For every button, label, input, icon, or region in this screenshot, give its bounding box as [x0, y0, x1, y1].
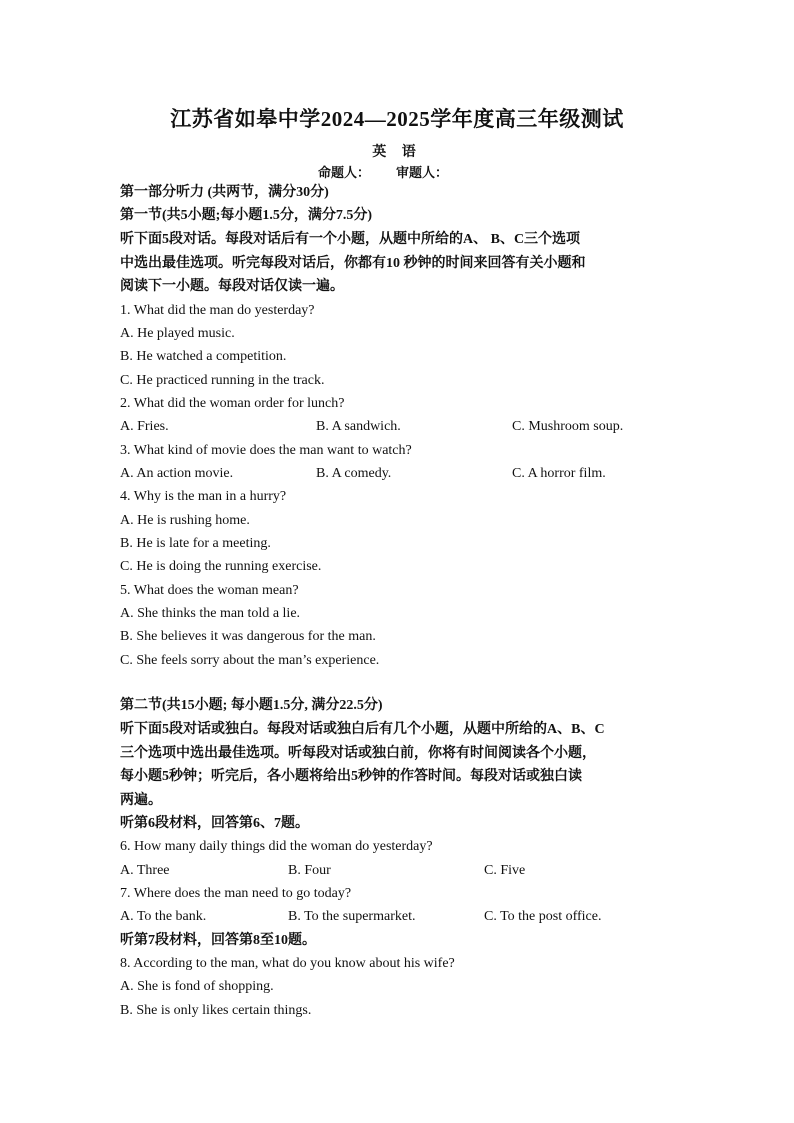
section2-instruction-line: 每小题5秒钟；听完后，各小题将给出5秒钟的作答时间。每段对话或独白读 — [120, 769, 582, 784]
option-b: B. He watched a competition. — [120, 349, 287, 364]
question-2: 2. What did the woman order for lunch? — [120, 396, 345, 411]
option-c: C. Mushroom soup. — [512, 419, 624, 434]
option-c: C. To the post office. — [484, 909, 602, 924]
section2-instruction-line: 听下面5段对话或独白。每段对话或独白后有几个小题，从题中所给的A、B、C — [120, 722, 605, 737]
section2-instruction-line: 三个选项中选出最佳选项。听每段对话或独白前，你将有时间阅读各个小题， — [120, 746, 596, 761]
question-1: 1. What did the man do yesterday? — [120, 303, 315, 318]
option-b: B. A sandwich. — [316, 419, 401, 434]
section1-instruction-line: 中选出最佳选项。听完每段对话后，你都有10 秒钟的时间来回答有关小题和 — [120, 256, 586, 271]
option-c: C. Five — [484, 863, 526, 878]
option-c: C. He practiced running in the track. — [120, 373, 325, 388]
option-b: B. He is late for a meeting. — [120, 536, 271, 551]
section1-heading: 第一节(共5小题;每小题1.5分，满分7.5分) — [120, 208, 372, 223]
option-b: B. A comedy. — [316, 466, 392, 481]
option-b: B. Four — [288, 863, 331, 878]
section1-instruction-line: 阅读下一小题。每段对话仅读一遍。 — [120, 279, 344, 294]
question-8: 8. According to the man, what do you know about his wife? — [120, 956, 455, 971]
option-a: A. She thinks the man told a lie. — [120, 606, 301, 621]
option-c: C. A horror film. — [512, 466, 606, 481]
section2-instruction-line: 两遍。 — [120, 793, 162, 808]
question-4: 4. Why is the man in a hurry? — [120, 489, 287, 504]
option-c: C. She feels sorry about the man’s experience. — [120, 653, 380, 668]
material-6-heading: 听第6段材料，回答第6、7题。 — [120, 816, 309, 831]
question-3: 3. What kind of movie does the man want to watch? — [120, 443, 412, 458]
option-a: A. To the bank. — [120, 909, 207, 924]
question-6: 6. How many daily things did the woman do yesterday? — [120, 839, 433, 854]
question-7: 7. Where does the man need to go today? — [120, 886, 352, 901]
authors-line: 命题人： 审题人： — [318, 165, 449, 180]
option-a: A. Fries. — [120, 419, 169, 434]
option-a: A. An action movie. — [120, 466, 234, 481]
option-b: B. She believes it was dangerous for the man. — [120, 629, 376, 644]
option-a: A. She is fond of shopping. — [120, 979, 274, 994]
subject-label: 英 语 — [372, 145, 422, 160]
section2-heading: 第二节(共15小题; 每小题1.5分, 满分22.5分) — [120, 698, 383, 713]
option-c: C. He is doing the running exercise. — [120, 559, 322, 574]
option-b: B. She is only likes certain things. — [120, 1003, 312, 1018]
option-a: A. He is rushing home. — [120, 513, 250, 528]
option-a: A. He played music. — [120, 326, 235, 341]
exam-title: 江苏省如皋中学2024—2025学年度高三年级测试 — [170, 107, 624, 131]
option-b: B. To the supermarket. — [288, 909, 416, 924]
question-5: 5. What does the woman mean? — [120, 583, 299, 598]
part1-heading: 第一部分听力 (共两节，满分30分) — [120, 185, 329, 200]
section1-instruction-line: 听下面5段对话。每段对话后有一个小题，从题中所给的A、 B、C三个选项 — [120, 232, 581, 247]
material-7-heading: 听第7段材料，回答第8至10题。 — [120, 933, 316, 948]
option-a: A. Three — [120, 863, 170, 878]
